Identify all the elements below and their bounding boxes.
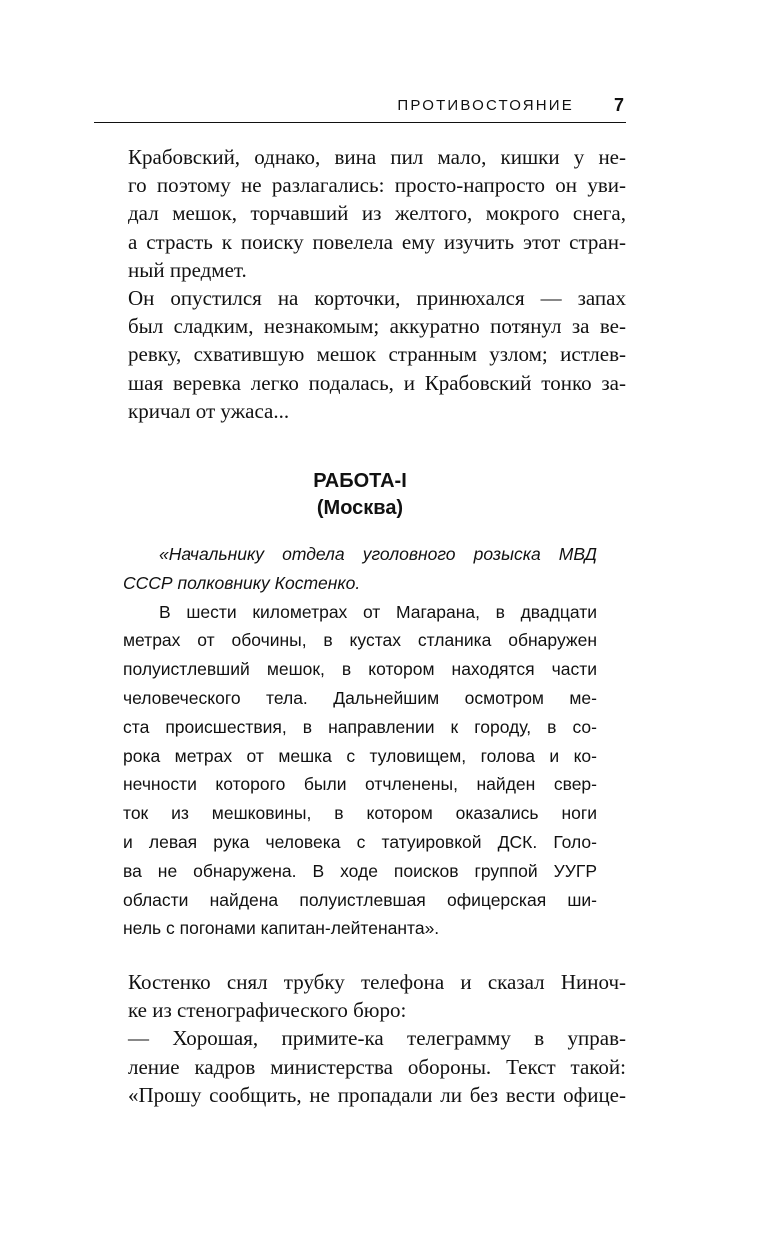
running-title: ПРОТИВОСТОЯНИЕ [397, 97, 574, 114]
text-line: нечности которого были отчленены, найден свер- [123, 774, 597, 795]
text-line: «Прошу сообщить, не пропадали ли без вести офице- [128, 1082, 626, 1107]
text-line: «Начальнику отдела уголовного розыска МВД [159, 544, 597, 564]
paragraph [94, 143, 626, 284]
text-block-2 [94, 968, 626, 1109]
text-line: шая веревка легко подалась, и Крабовский тонко за- [128, 370, 626, 395]
text-line: был сладким, незнакомым; аккуратно потянул за ве- [128, 314, 626, 339]
text-line: ток из мешковины, в котором оказались ноги [123, 803, 597, 824]
running-header [94, 96, 626, 123]
section-subtitle: (Москва) [316, 497, 404, 519]
text-line: а страсть к поиску повелела ему изучить этот стран- [128, 229, 626, 254]
paragraph [94, 1024, 626, 1109]
text-line: ста происшествия, в направлении к городу, в со- [123, 716, 597, 737]
text-line: и левая рука человека с татуировкой ДСК. Голо- [123, 831, 597, 852]
telegram-text [123, 540, 597, 943]
text-line: ный предмет. [128, 257, 247, 282]
text-line: — Хорошая, примите-ка телеграмму в управ- [128, 1026, 626, 1051]
text-line: метрах от обочины, в кустах стланика обнаружен [123, 630, 597, 651]
text-line: дал мешок, торчавший из желтого, мокрого снега, [128, 201, 626, 226]
text-block-1 [94, 143, 626, 425]
telegram-body [123, 598, 597, 944]
text-line: рока метрах от мешка с туловищем, голова и ко- [123, 745, 597, 766]
text-line: СССР полковнику Костенко. [123, 572, 361, 593]
text-line: го поэтому не разлагались: просто-напросто он уви- [128, 173, 626, 198]
text-line: Костенко снял трубку телефона и сказал Ниноч- [128, 970, 626, 994]
telegram-address [123, 540, 597, 598]
text-line: человеческого тела. Дальнейшим осмотром ме- [123, 687, 597, 708]
section-heading [94, 468, 626, 522]
text-line: ке из стенографического бюро: [128, 998, 407, 1023]
paragraph [94, 968, 626, 1024]
text-line: полуистлевший мешок, в котором находятся части [123, 659, 597, 680]
text-line: Крабовский, однако, вина пил мало, кишки у не- [128, 145, 626, 169]
text-line: области найдена полуистлевшая офицерская ши- [123, 889, 597, 910]
text-line: ревку, схватившую мешок странным узлом; истлев- [128, 342, 626, 367]
section-title: РАБОТА-I [313, 470, 407, 492]
text-line: ва не обнаружена. В ходе поисков группой УУГР [123, 860, 597, 881]
text-line: кричал от ужаса... [128, 398, 290, 423]
page-number: 7 [613, 95, 624, 115]
text-line: В шести километрах от Магарана, в двадцати [159, 601, 597, 622]
text-line: ление кадров министерства обороны. Текст такой: [128, 1054, 626, 1079]
text-line: нель с погонами капитан-лейтенанта». [123, 918, 440, 939]
text-line: Он опустился на корточки, принюхался — запах [128, 286, 626, 311]
paragraph [94, 284, 626, 425]
